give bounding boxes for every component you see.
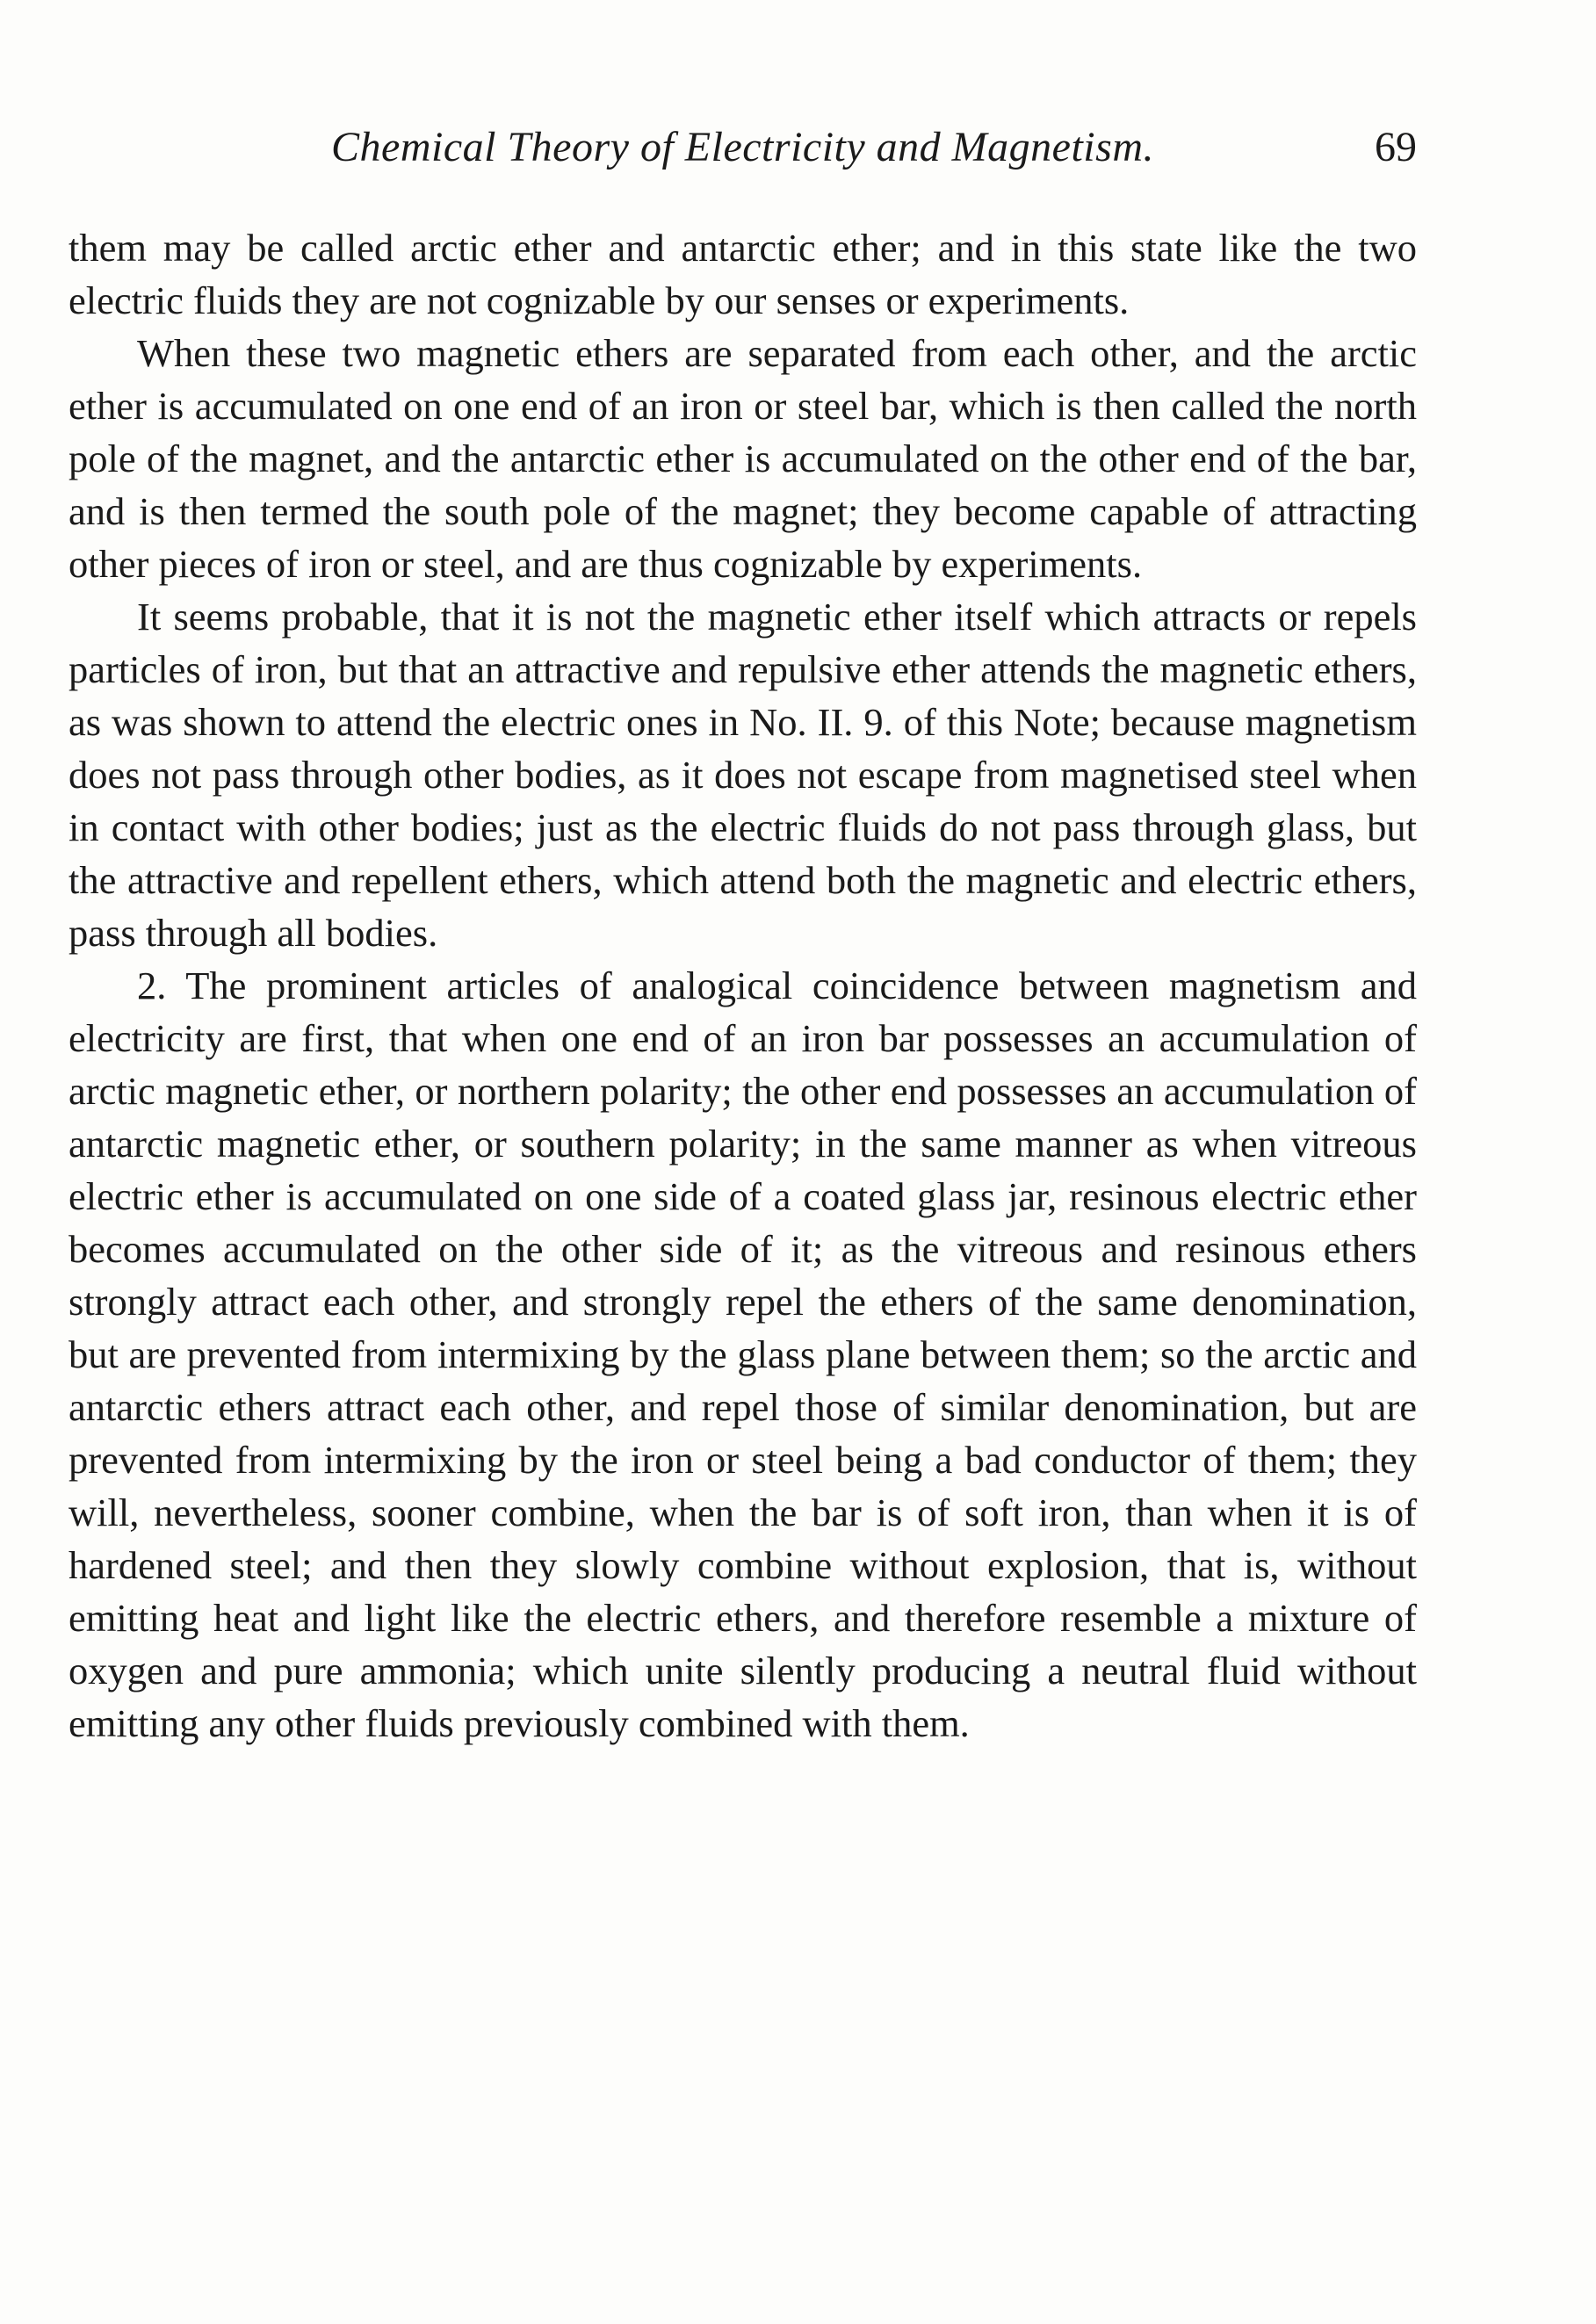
paragraph-continued: them may be called arctic ether and antarctic ether; and in this state like the two electric fluids they are not cognizable by our senses or experiments. <box>69 226 1417 322</box>
running-title: Chemical Theory of Electricity and Magnetism. <box>331 124 1154 170</box>
paragraph-attractive-ether: It seems probable, that it is not the magnetic ether itself which attracts or repels particles of iron, but that an attractive and repulsive ether attends the magnetic ethers, as was shown to attend the electric ones in No. II. 9. of this Note; because magnetism does not pass through other bodies, as it does not escape from magnetised steel when in contact with other bodies; just as the electric fluids do not pass through glass, but the attractive and repellent ethers, which attend both the magnetic and electric ethers, pass through all bodies. <box>69 595 1417 955</box>
running-head <box>69 112 1417 183</box>
body-text <box>69 221 1417 1750</box>
paragraph-analogical-coincidence: 2. The prominent articles of analogical coincidence between magnetism and electricity are first, that when one end of an iron bar possesses an accumulation of arctic magnetic ether, or northern polarity; the other end possesses an accumulation of antarctic magnetic ether, or southern polarity; in the same manner as when vitreous electric ether is accumulated on one side of a coated glass jar, resinous electric ether becomes accumulated on the other side of it; as the vitreous and resinous ethers strongly attract each other, and strongly repel the ethers of the same denomination, but are prevented from intermixing by the glass plane between them; so the arctic and antarctic ethers attract each other, and repel those of similar denomination, but are prevented from intermixing by the iron or steel being a bad conductor of them; they will, nevertheless, sooner combine, when the bar is of soft iron, than when it is of hardened steel; and then they slowly combine without explosion, that is, without emitting heat and light like the electric ethers, and therefore resemble a mixture of oxygen and pure ammonia; which unite silently producing a neutral fluid without emitting any other fluids previously combined with them. <box>69 964 1417 1745</box>
page-number: 69 <box>1375 124 1417 170</box>
paragraph-magnetic-ethers-separated: When these two magnetic ethers are separated from each other, and the arctic ether is accumulated on one end of an iron or steel bar, which is then called the north pole of the magnet, and the antarctic ether is accumulated on the other end of the bar, and is then termed the south pole of the magnet; they become capable of attracting other pieces of iron or steel, and are thus cognizable by experiments. <box>69 331 1417 586</box>
